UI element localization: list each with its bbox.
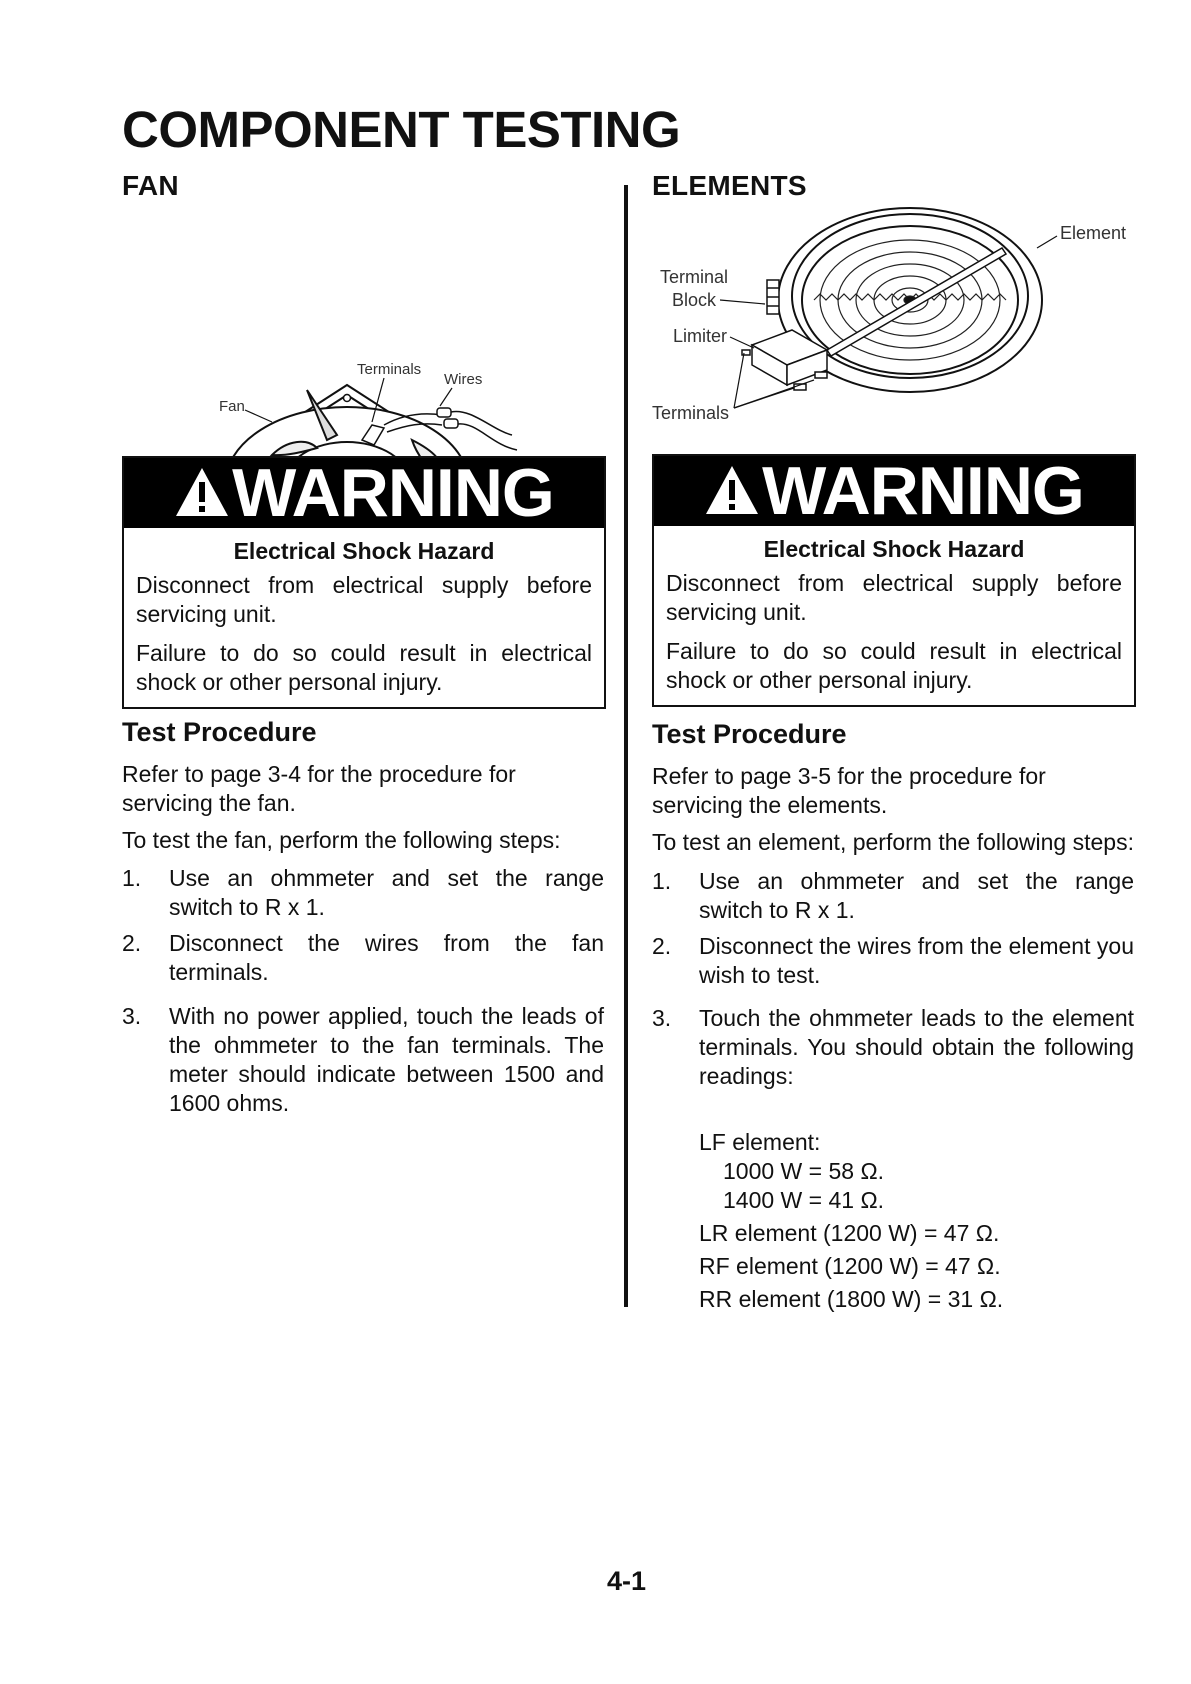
element-label-terminal-block-2: Block	[672, 290, 717, 310]
fan-procedure-heading: Test Procedure	[122, 717, 317, 747]
fan-warning-box	[122, 456, 606, 709]
elements-heading: ELEMENTS	[652, 170, 807, 201]
reading-lr: LR element (1200 W) = 47 Ω.	[699, 1220, 1000, 1246]
fan-warning-banner	[124, 455, 604, 531]
elements-steps-intro: To test an element, perform the following steps:	[652, 829, 1134, 855]
fan-heading: FAN	[122, 170, 179, 201]
element-label-element: Element	[1060, 223, 1127, 243]
warning-triangle-icon	[704, 454, 760, 532]
elements-warning-subtitle: Electrical Shock Hazard	[763, 536, 1025, 562]
reading-lf-1400: 1400 W = 41 Ω.	[723, 1187, 885, 1213]
page-number: 4-1	[607, 1566, 647, 1596]
element-label-limiter: Limiter	[673, 326, 728, 346]
elements-intro: Refer to page 3-5 for the procedure for servicing the elements.	[652, 763, 1046, 818]
fan-steps-intro: To test the fan, perform the following steps:	[122, 827, 561, 853]
fan-step-2: 2. Disconnect the wires from the fan terminals.	[122, 930, 604, 985]
column-divider	[624, 185, 628, 1307]
warning-triangle-icon	[174, 456, 230, 534]
fan-intro: Refer to page 3-4 for the procedure for servicing the fan.	[122, 761, 516, 816]
fan-warning-line1: Disconnect from electrical supply before servicing unit.	[136, 572, 592, 627]
reading-lf-label: LF element:	[699, 1129, 821, 1155]
element-label-terminals: Terminals	[652, 403, 730, 423]
elements-warning-banner	[654, 453, 1134, 529]
elements-warning-box	[652, 454, 1136, 707]
elements-procedure-heading: Test Procedure	[652, 719, 847, 749]
elements-warning-line1: Disconnect from electrical supply before servicing unit.	[666, 570, 1122, 625]
elements-step-2: 2. Disconnect the wires from the element you wish to test.	[652, 933, 1134, 988]
element-label-terminal-block-1: Terminal	[660, 267, 729, 287]
fan-step-3: 3. With no power applied, touch the leads of the ohmmeter to the fan terminals. The meter should indicate between 1500 and 1600 ohms.	[122, 1003, 604, 1116]
elements-warning-line2: Failure to do so could result in electrical shock or other personal injury.	[666, 638, 1122, 693]
fan-label-fan: Fan	[219, 398, 245, 415]
fan-label-terminals: Terminals	[357, 361, 422, 378]
reading-lf-1000: 1000 W = 58 Ω.	[723, 1158, 885, 1184]
elements-step-1: 1. Use an ohmmeter and set the range switch to R x 1.	[652, 868, 1134, 923]
element-readings	[699, 1128, 1003, 1314]
fan-label-wires: Wires	[444, 371, 483, 388]
page-title: COMPONENT TESTING	[122, 101, 681, 158]
fan-step-1: 1. Use an ohmmeter and set the range switch to R x 1.	[122, 865, 604, 920]
fan-warning-line2: Failure to do so could result in electrical shock or other personal injury.	[136, 640, 592, 695]
reading-rr: RR element (1800 W) = 31 Ω.	[699, 1286, 1004, 1312]
fan-warning-subtitle: Electrical Shock Hazard	[233, 538, 495, 564]
element-terminal-block	[767, 280, 779, 314]
reading-rf: RF element (1200 W) = 47 Ω.	[699, 1253, 1001, 1279]
fan-warning-word: WARNING	[232, 455, 554, 531]
elements-warning-word: WARNING	[762, 453, 1084, 529]
elements-step-3: 3. Touch the ohmmeter leads to the element terminals. You should obtain the following readings:	[652, 1005, 1134, 1089]
